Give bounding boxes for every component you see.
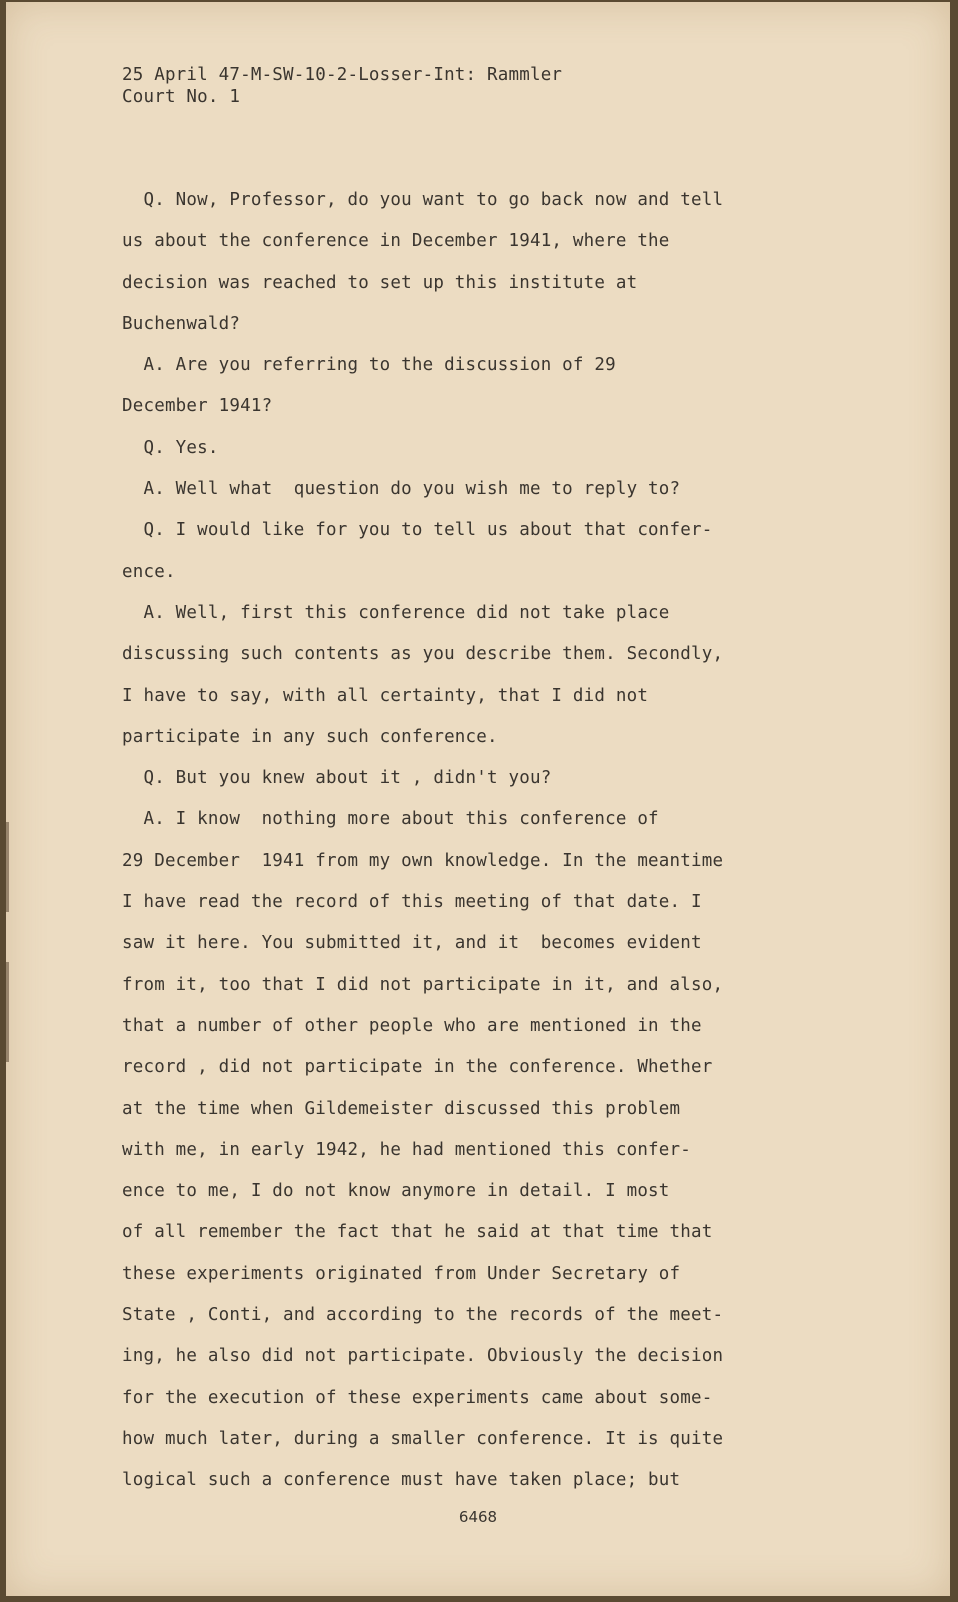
transcript-line: us about the conference in December 1941, where the <box>122 231 670 252</box>
transcript-line: that a number of other people who are mentioned in the <box>122 1015 702 1036</box>
transcript-line: A. Well, first this conference did not take place <box>122 602 670 623</box>
transcript-line: I have to say, with all certainty, that I did not <box>122 685 649 706</box>
transcript-line: A. Are you referring to the discussion of 29 <box>122 355 616 376</box>
transcript-line: these experiments originated from Under Secretary of <box>122 1263 681 1284</box>
transcript-line: ence to me, I do not know anymore in detail. I most <box>122 1181 670 1202</box>
transcript-line: for the execution of these experiments came about some- <box>122 1387 713 1408</box>
transcript-line: with me, in early 1942, he had mentioned this confer- <box>122 1139 692 1160</box>
transcript-line: participate in any such conference. <box>122 726 498 747</box>
page-number: 6468 <box>458 1508 498 1526</box>
transcript-line: Q. Yes. <box>122 437 219 458</box>
transcript-line: A. I know nothing more about this conference of <box>122 809 659 830</box>
transcript-line: State , Conti, and according to the records of the meet- <box>122 1305 724 1326</box>
transcript-line: Q. I would like for you to tell us about that confer- <box>122 520 713 541</box>
document-page <box>6 2 950 1596</box>
transcript-line: logical such a conference must have taken place; but <box>122 1470 681 1491</box>
header-line-1: 25 April 47-M-SW-10-2-Losser-Int: Rammler <box>122 65 563 85</box>
left-edge-mark-lower <box>6 962 9 1062</box>
transcript-line: decision was reached to set up this institute at <box>122 272 638 293</box>
transcript-line: Buchenwald? <box>122 313 241 334</box>
transcript-line: ing, he also did not participate. Obviously the decision <box>122 1346 724 1367</box>
left-edge-mark <box>6 822 9 912</box>
transcript-line: at the time when Gildemeister discussed this problem <box>122 1098 681 1119</box>
transcript-line: of all remember the fact that he said at that time that <box>122 1222 713 1243</box>
transcript-line: I have read the record of this meeting of that date. I <box>122 892 702 913</box>
transcript-line: 29 December 1941 from my own knowledge. In the meantime <box>122 850 724 871</box>
transcript-line: how much later, during a smaller conference. It is quite <box>122 1428 724 1449</box>
transcript-line: saw it here. You submitted it, and it becomes evident <box>122 933 702 954</box>
transcript-line: ence. <box>122 561 176 582</box>
transcript-body <box>122 180 922 1502</box>
transcript-line: record , did not participate in the conference. Whether <box>122 1057 713 1078</box>
document-header <box>122 64 562 108</box>
transcript-line: from it, too that I did not participate in it, and also, <box>122 974 724 995</box>
transcript-line: discussing such contents as you describe them. Secondly, <box>122 644 724 665</box>
transcript-line: December 1941? <box>122 396 273 417</box>
transcript-line: A. Well what question do you wish me to reply to? <box>122 479 681 500</box>
transcript-line: Q. But you knew about it , didn't you? <box>122 768 552 789</box>
header-line-2: Court No. 1 <box>122 87 241 107</box>
transcript-line: Q. Now, Professor, do you want to go back now and tell <box>122 190 724 210</box>
